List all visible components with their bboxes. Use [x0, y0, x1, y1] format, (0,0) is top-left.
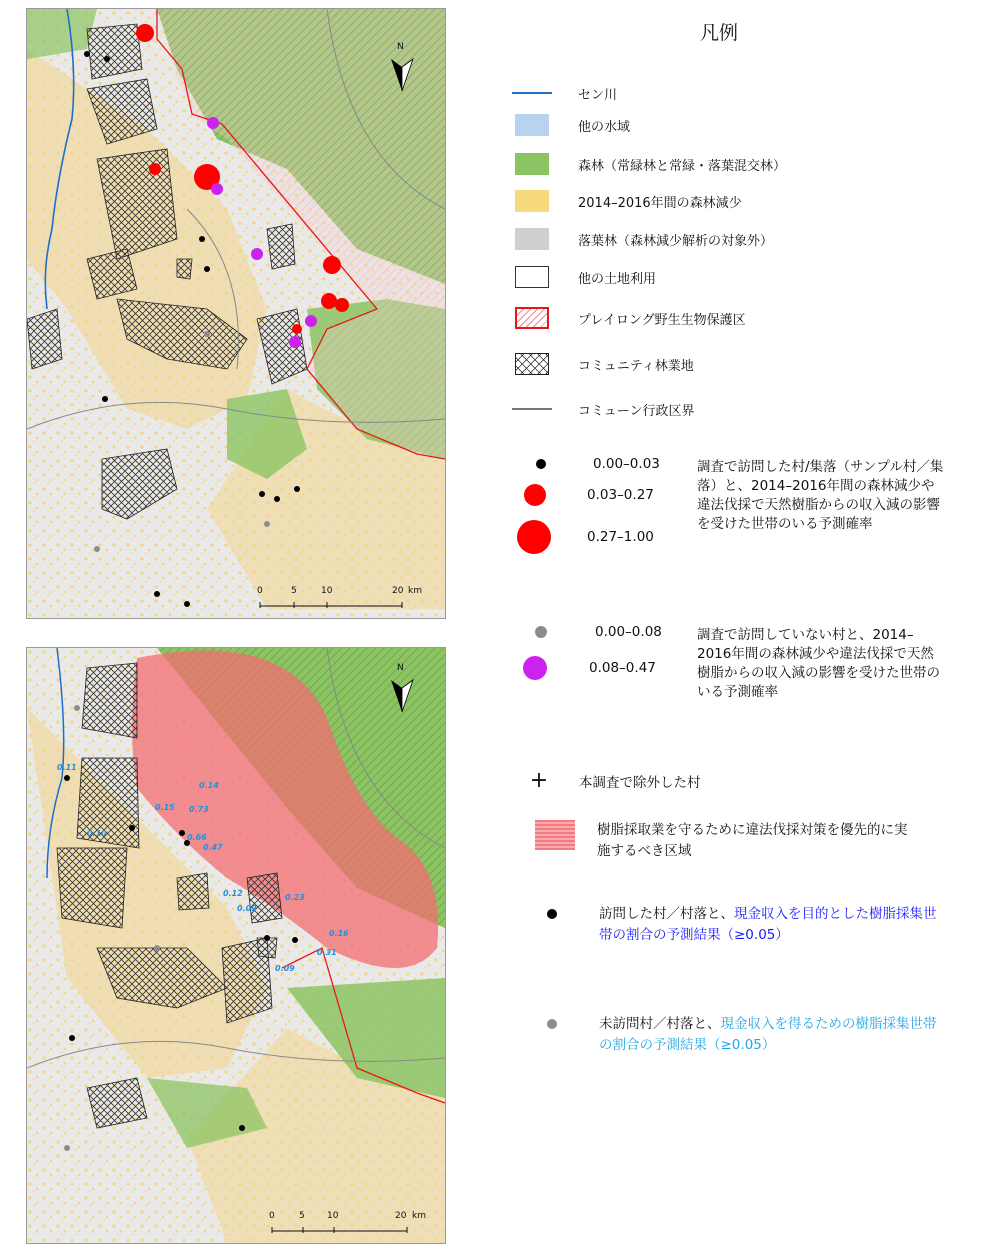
deciduous-swatch	[515, 228, 549, 250]
village-point	[274, 496, 280, 502]
share-label: 0.14	[199, 781, 219, 790]
north-label: N	[397, 663, 404, 673]
plus-icon: +	[529, 768, 549, 793]
village-point	[102, 396, 108, 402]
legend-label: コミューン行政区界	[578, 403, 695, 419]
legend-item-protected	[512, 307, 746, 329]
legend-item-commune	[512, 398, 694, 420]
unvisited-description: 調査で訪問していない村と、2014–2016年間の森林減少や違法伐採で天然樹脂からの収入減の影響を受けた世帯のいる予測確率	[697, 627, 940, 700]
legend-item-priority-zone	[535, 820, 917, 862]
community-forest	[57, 848, 127, 928]
excluded-label: 本調査で除外した村	[579, 774, 701, 791]
visited-description: 調査で訪問した村/集落（サンプル村／集落）と、2014–2016年間の森林減少や違法伐採で天然樹脂からの収入減の影響を受けた世帯のいる予測確率	[697, 459, 944, 532]
legend-label: 森林（常緑林と常緑・落葉混交林）	[578, 158, 787, 174]
share-label: 0.16	[329, 929, 349, 938]
visited-class-high	[517, 520, 654, 554]
village-point	[294, 486, 300, 492]
community-forest	[247, 873, 282, 923]
scale-tick-label: 20	[392, 586, 404, 596]
village-point	[84, 51, 90, 57]
share-label: 0.47	[203, 843, 223, 852]
legend-label: プレイロング野生生物保護区	[578, 312, 746, 328]
medium-probability-village	[292, 324, 302, 334]
high-probability-village	[335, 298, 349, 312]
visited-share-highlight: 現金収入を目的とした樹脂採集世帯の割合の予測結果（≥0.05）	[599, 906, 937, 943]
unvisited-gray-dot	[535, 626, 547, 638]
medium-probability-village	[149, 163, 161, 175]
share-label: 0.23	[285, 893, 305, 902]
visited-medium-dot	[524, 484, 546, 506]
share-label: 0.11	[57, 763, 77, 772]
other-land-swatch	[515, 266, 549, 288]
high-probability-village	[321, 293, 337, 309]
share-label: 0.09	[275, 964, 295, 973]
community-forest-swatch	[515, 353, 549, 375]
resin-village-point	[239, 1125, 245, 1131]
community-forest	[87, 24, 142, 79]
share-label: 0.10	[87, 829, 107, 838]
north-label: N	[397, 42, 404, 52]
scale-tick-label: 5	[299, 1211, 305, 1221]
unvisited-share-prefix: 未訪問村／村落と、	[599, 1016, 721, 1032]
visited-class-mid	[521, 484, 654, 506]
community-forest	[27, 309, 62, 369]
unvisited-village-point	[94, 546, 100, 552]
legend-item-water	[512, 114, 630, 136]
legend-label: 他の水域	[578, 119, 631, 135]
commune-boundary-symbol	[512, 408, 552, 410]
visited-small-dot	[536, 459, 546, 469]
class-range: 0.08–0.47	[589, 660, 656, 676]
water-swatch	[515, 114, 549, 136]
legend-label: 2014–2016年間の森林減少	[578, 195, 742, 211]
bottom-map-panel	[26, 647, 446, 1244]
village-point	[104, 56, 110, 62]
visited-share-dot	[547, 909, 557, 919]
scale-tick-label: 0	[269, 1211, 275, 1221]
village-point	[259, 491, 265, 497]
scale-tick-label: 5	[291, 586, 297, 596]
visited-large-dot	[517, 520, 551, 554]
unvisited-share-highlight: 現金収入を得るための樹脂採集世帯の割合の予測結果（≥0.05）	[599, 1016, 937, 1053]
community-forest	[177, 873, 209, 910]
legend-item-other-land	[512, 266, 656, 288]
legend-item-river	[512, 82, 617, 104]
legend-label: コミュニティ林業地	[578, 358, 694, 374]
unvisited-high-probability-village	[211, 183, 223, 195]
legend-item-excluded	[527, 768, 701, 793]
unvisited-high-probability-village	[207, 117, 219, 129]
legend-item-visited-share	[547, 904, 949, 946]
legend-title: 凡例	[700, 22, 739, 44]
scale-unit: km	[408, 586, 422, 596]
legend-label: セン川	[578, 87, 618, 103]
legend-label: 落葉林（森林減少解析の対象外）	[578, 233, 774, 249]
community-forest	[267, 224, 295, 269]
legend-item-forest	[512, 153, 786, 175]
resin-village-point	[179, 830, 185, 836]
unvisited-class-high	[521, 656, 656, 680]
village-point	[154, 591, 160, 597]
class-range: 0.00–0.08	[595, 624, 662, 640]
river-symbol	[512, 92, 552, 94]
visited-share-prefix: 訪問した村／村落と、	[599, 906, 734, 922]
resin-village-point	[264, 935, 270, 941]
class-range: 0.03–0.27	[587, 487, 654, 503]
unvisited-high-probability-village	[251, 248, 263, 260]
legend-item-deciduous	[512, 228, 773, 250]
community-forest	[82, 663, 137, 738]
unvisited-purple-dot	[523, 656, 547, 680]
unvisited-resin-village-point	[154, 945, 160, 951]
legend-item-unvisited-share	[547, 1014, 949, 1056]
resin-village-point	[69, 1035, 75, 1041]
community-forest	[177, 259, 192, 279]
resin-village-point	[129, 825, 135, 831]
bottom-map-svg	[27, 648, 445, 1243]
share-label: 0.09	[237, 904, 257, 913]
share-label: 0.73	[189, 805, 209, 814]
top-map-panel	[26, 8, 446, 619]
resin-village-point	[64, 775, 70, 781]
scale-tick-label: 0	[257, 586, 263, 596]
village-point	[204, 266, 210, 272]
class-range: 0.27–1.00	[587, 529, 654, 545]
unvisited-share-dot	[547, 1019, 557, 1029]
unvisited-resin-village-point	[64, 1145, 70, 1151]
unvisited-high-probability-village	[305, 315, 317, 327]
village-point	[199, 236, 205, 242]
top-map-svg	[27, 9, 445, 618]
priority-label: 樹脂採取業を守るために違法伐採対策を優先的に実施するべき区域	[597, 822, 908, 859]
village-point	[184, 601, 190, 607]
scale-tick-label: 20	[395, 1211, 407, 1221]
unvisited-high-probability-village	[289, 336, 301, 348]
resin-village-point	[292, 937, 298, 943]
priority-zone-swatch	[535, 820, 575, 850]
scale-tick-label: 10	[321, 586, 333, 596]
unvisited-class-low	[527, 624, 662, 640]
forest-swatch	[515, 153, 549, 175]
high-probability-village	[323, 256, 341, 274]
unvisited-village-point	[204, 331, 210, 337]
unvisited-village-point	[264, 521, 270, 527]
visited-class-low	[527, 456, 660, 472]
scale-tick-label: 10	[327, 1211, 339, 1221]
share-label: 0.31	[317, 948, 337, 957]
share-label: 0.66	[187, 833, 207, 842]
share-label: 0.12	[223, 889, 243, 898]
deforestation-swatch	[515, 190, 549, 212]
high-probability-village	[136, 24, 154, 42]
protected-area-swatch	[515, 307, 549, 329]
legend-label: 他の土地利用	[578, 271, 657, 287]
scale-unit: km	[412, 1211, 426, 1221]
share-label: 0.15	[155, 803, 175, 812]
unvisited-resin-village-point	[74, 705, 80, 711]
legend-item-community-forest	[512, 353, 694, 375]
legend-item-deforestation	[512, 190, 742, 212]
class-range: 0.00–0.03	[593, 456, 660, 472]
